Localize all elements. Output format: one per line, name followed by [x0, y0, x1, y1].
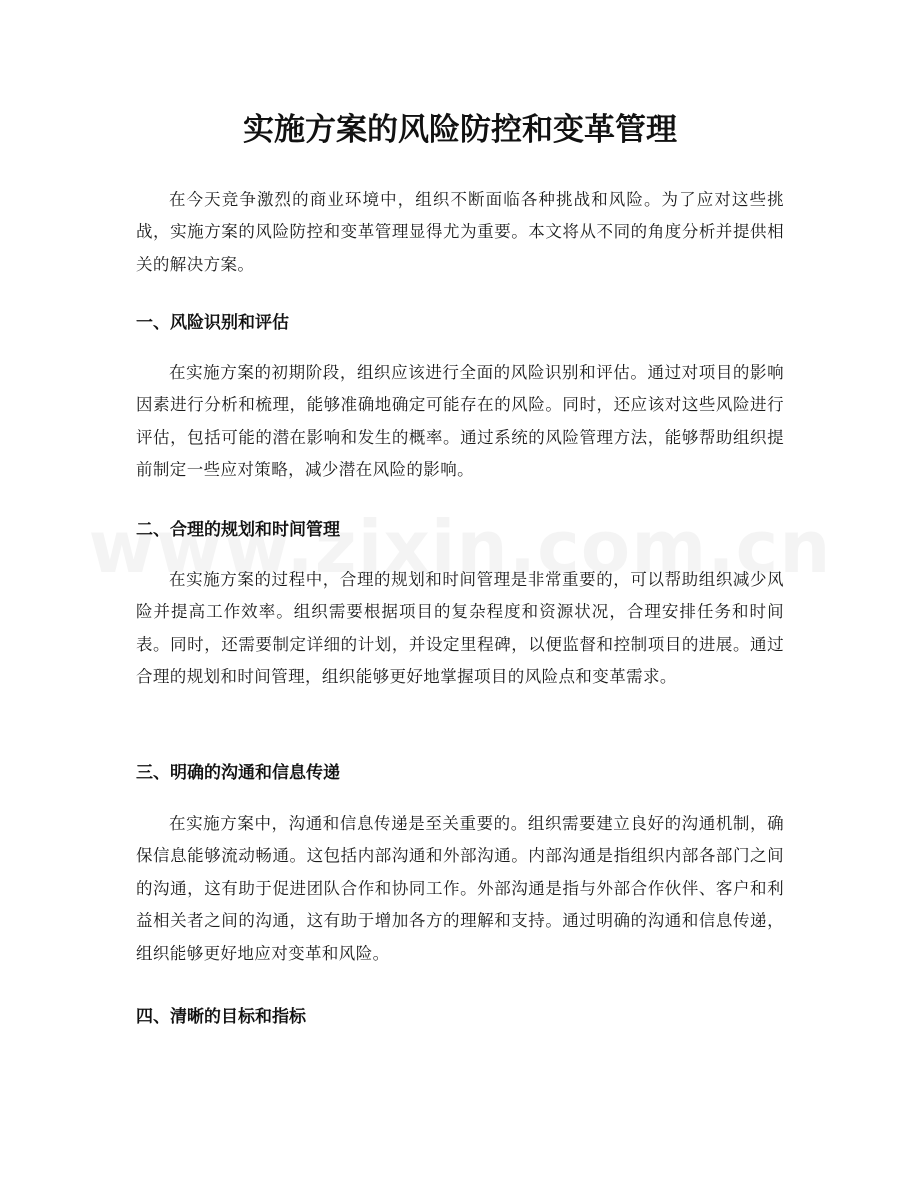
- section-heading-4: 四、清晰的目标和指标: [136, 1007, 306, 1027]
- section-heading-3: 三、明确的沟通和信息传递: [136, 763, 340, 783]
- section-heading-1: 一、风险识别和评估: [136, 313, 289, 333]
- section-body-1: 在实施方案的初期阶段，组织应该进行全面的风险识别和评估。通过对项目的影响因素进行分析和梳理，能够准确地确定可能存在的风险。同时，还应该对这些风险进行评估，包括可能的潜在影响和发生的概率。通过系统的风险管理方法，能够帮助组织提前制定一些应对策略，减少潜在风险的影响。: [136, 363, 784, 480]
- section-heading-2: 二、合理的规划和时间管理: [136, 520, 340, 540]
- section-body-2: 在实施方案的过程中，合理的规划和时间管理是非常重要的，可以帮助组织减少风险并提高工作效率。组织需要根据项目的复杂程度和资源状况，合理安排任务和时间表。同时，还需要制定详细的计划，并设定里程碑，以便监督和控制项目的进展。通过合理的规划和时间管理，组织能够更好地掌握项目的风险点和变革需求。: [136, 570, 784, 687]
- document-title: 实施方案的风险防控和变革管理: [243, 112, 677, 148]
- intro-paragraph: 在今天竞争激烈的商业环境中，组织不断面临各种挑战和风险。为了应对这些挑战，实施方案的风险防控和变革管理显得尤为重要。本文将从不同的角度分析并提供相关的解决方案。: [136, 190, 784, 274]
- section-body-3: 在实施方案中，沟通和信息传递是至关重要的。组织需要建立良好的沟通机制，确保信息能够流动畅通。这包括内部沟通和外部沟通。内部沟通是指组织内部各部门之间的沟通，这有助于促进团队合作和协同工作。外部沟通是指与外部合作伙伴、客户和利益相关者之间的沟通，这有助于增加各方的理解和支持。通过明确的沟通和信息传递，组织能够更好地应对变革和风险。: [136, 814, 784, 963]
